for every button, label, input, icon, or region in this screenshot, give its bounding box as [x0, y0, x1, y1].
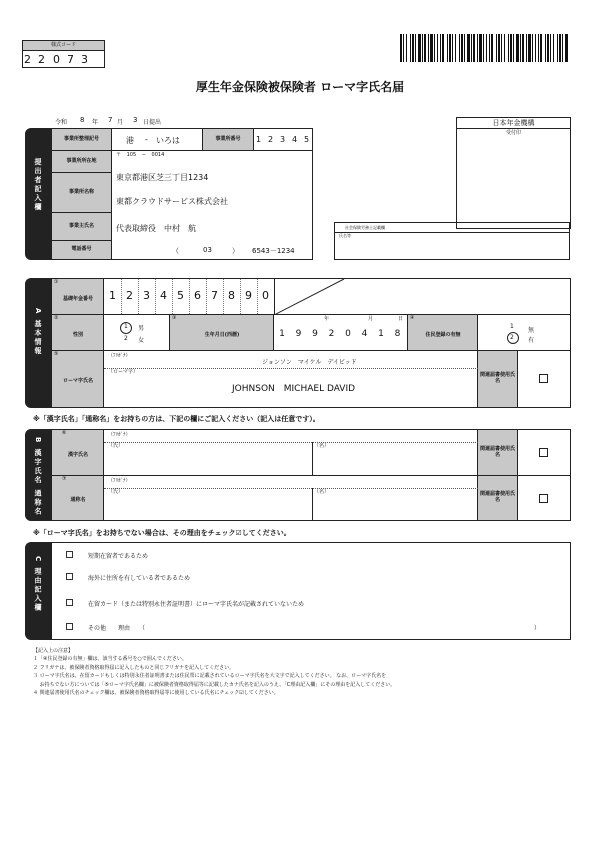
roman-usage-checkbox[interactable] — [539, 374, 548, 383]
note-line: １「④住民登録の有無」欄は、該当する番号を○で囲んでください。 — [33, 656, 187, 663]
reason-no-roman-card[interactable] — [52, 597, 570, 609]
reason-checkbox[interactable] — [66, 551, 73, 558]
form-code-digit: 0 — [53, 53, 60, 66]
gender-female: 女 — [138, 337, 145, 344]
agency-name: 日本年金機構 — [457, 118, 570, 129]
office-number-digit: 1 — [256, 135, 262, 144]
kanji-given-tag: （名） — [314, 443, 330, 449]
kanji-label-cell — [52, 430, 104, 476]
birth-label: 生年月日(西暦) — [204, 332, 240, 339]
birth-date-field[interactable] — [274, 315, 408, 351]
section-a-label: A 基本情報 — [34, 308, 42, 356]
barcode-bar — [553, 34, 554, 62]
roman-name-value: JOHNSON MICHAEL DAVID — [232, 384, 356, 394]
barcode-bar — [508, 34, 509, 62]
receipt-stamp-label: 受付印 — [505, 130, 521, 136]
barcode-bar — [528, 34, 531, 62]
notes-heading: 【記入上の注意】 — [33, 648, 74, 654]
reason-checkbox[interactable] — [66, 599, 73, 606]
barcode-bar — [400, 34, 402, 62]
submitter-section-label: 提出者記入欄 — [34, 158, 42, 212]
kanji-name-field[interactable] — [104, 430, 478, 476]
gender-number: ② — [54, 315, 59, 321]
gender-male-no: 1 — [124, 323, 128, 330]
office-code-label: 事業所整理記号 — [52, 129, 112, 151]
birth-digit: 0 — [345, 329, 351, 339]
date-era: 令和 — [55, 119, 68, 126]
barcode-bar — [540, 34, 542, 62]
alias-given-tag: （名） — [314, 489, 330, 495]
barcode-bar — [496, 34, 497, 62]
reason-checkbox[interactable] — [66, 623, 73, 630]
section-c-tab — [25, 542, 51, 640]
birth-number: ③ — [172, 315, 177, 321]
gender-label: 性別 — [72, 332, 83, 339]
barcode-bar — [452, 34, 453, 62]
barcode-bar — [418, 34, 421, 62]
barcode-bar — [447, 34, 448, 62]
date-year[interactable]: 8 — [80, 116, 85, 124]
barcode-bar — [550, 34, 551, 62]
submission-date — [55, 116, 255, 126]
phone-area: 03 — [203, 246, 212, 254]
section-a-tab — [25, 278, 51, 408]
form-code-label: 様式コード — [22, 40, 105, 51]
birth-digit: 2 — [328, 329, 335, 339]
roman-furigana: ジョンソン マイケル デイビッド — [262, 359, 357, 366]
kanji-surname-tag: （氏） — [108, 443, 124, 449]
gender-label-cell — [52, 315, 104, 351]
barcode-bar — [498, 34, 500, 62]
residence-none: 無 — [528, 327, 535, 334]
reason-label: 短期在留者であるため — [88, 553, 149, 560]
pension-no-number: ① — [54, 279, 59, 285]
note-line: ４ 関連届書使用氏名のチェック欄は、被保険者資格取得届等に使用している氏名にチェック☑してください。 — [33, 690, 279, 697]
notes — [33, 647, 578, 697]
barcode-bar — [547, 34, 549, 62]
date-day-unit: 日提出 — [143, 119, 162, 126]
barcode-bar — [510, 34, 512, 62]
pension-no-label: 基礎年金番号 — [62, 296, 93, 303]
reason-short-stay[interactable] — [52, 549, 570, 561]
sharoushi-box — [334, 222, 570, 260]
form-code-digit: 2 — [24, 53, 31, 66]
pension-digit: 0 — [262, 289, 269, 302]
section-a — [51, 278, 571, 408]
form-code-digits — [22, 50, 105, 68]
reason-label: 海外に住所を有している者であるため — [88, 575, 191, 582]
pension-digit: 5 — [177, 289, 184, 302]
birth-digit: 1 — [279, 329, 285, 339]
barcode-bar — [479, 34, 482, 62]
date-year-unit: 年 — [92, 119, 99, 126]
barcode-bar — [437, 34, 438, 62]
birth-digit: 1 — [378, 329, 384, 339]
phone-main: 6543－1234 — [252, 247, 295, 255]
barcode-bar — [467, 34, 470, 62]
barcode-bar — [459, 34, 460, 62]
phone-number[interactable] — [112, 241, 312, 259]
gender-field[interactable] — [104, 315, 170, 351]
alias-name-field[interactable] — [104, 476, 478, 520]
note-line: お持ちでない方については「⑤ローマ字氏名欄」に被保険者資格取得届等に記載したカナ氏名を記入のうえ、「C理由記入欄」にその理由を記入してください。 — [33, 681, 396, 688]
alias-number: ⑦ — [62, 476, 67, 482]
barcode-bar — [501, 34, 502, 62]
barcode-bar — [410, 34, 411, 62]
owner-name[interactable]: 代表取締役 中村 航 — [116, 224, 196, 233]
phone-label: 電話番号 — [52, 241, 112, 259]
kanji-usage-checkbox[interactable] — [539, 448, 548, 457]
pension-digit: 4 — [160, 289, 167, 302]
alias-usage-label: 関連届書使用氏名 — [478, 476, 518, 520]
furigana-tag: （ﾌﾘｶﾞﾅ） — [108, 353, 131, 359]
barcode-bar — [477, 34, 478, 62]
section-b-label: B 漢字氏名 通称名 — [34, 437, 42, 517]
sharoushi-name-label: 氏名等 — [339, 233, 351, 238]
barcode-bar — [483, 34, 484, 62]
barcode-bar — [538, 34, 539, 62]
barcode-bar — [430, 34, 433, 62]
roman-name-label: ローマ字氏名 — [62, 378, 93, 385]
postal-code-2: 0014 — [151, 152, 165, 158]
residence-none-no: 1 — [510, 323, 514, 330]
gender-male: 男 — [138, 325, 145, 332]
phone-paren-close: ） — [232, 247, 239, 255]
roman-usage-label: 関連届書使用氏名 — [478, 351, 518, 407]
birth-year-unit: 年 — [324, 316, 330, 322]
alias-usage-checkbox[interactable] — [539, 494, 548, 503]
office-number-digit: 3 — [280, 135, 286, 144]
barcode-bar — [424, 34, 426, 62]
pension-digit: 2 — [126, 289, 133, 302]
company-address[interactable]: 東京都港区芝三丁目1234 — [116, 173, 209, 182]
roman-name-field[interactable] — [104, 351, 478, 407]
kanji-usage-cell — [518, 430, 570, 476]
alias-label-cell — [52, 476, 104, 520]
birth-month-unit: 月 — [368, 316, 374, 322]
owner-name-label: 事業主氏名 — [52, 213, 112, 241]
barcode-bar — [415, 34, 416, 62]
barcode-bar — [532, 34, 533, 62]
form-code-digit: 7 — [67, 53, 74, 66]
pension-no-label-cell — [52, 279, 104, 315]
birth-digit: 4 — [361, 329, 368, 339]
barcode-bar — [449, 34, 451, 62]
barcode-bar — [565, 34, 568, 62]
notice-kanji: ※「漢字氏名」「通称名」をお持ちの方は、下記の欄にご記入ください（記入は任意です）。 — [33, 415, 320, 423]
office-code-dash: - — [145, 135, 148, 144]
birth-digit: 8 — [394, 329, 401, 339]
submitter-section — [51, 128, 313, 260]
postal-prefix: 〒 — [116, 152, 122, 158]
agency-box — [456, 117, 571, 229]
barcode-bar — [557, 34, 558, 62]
office-code-field[interactable] — [112, 129, 202, 151]
birth-label-cell — [170, 315, 274, 351]
office-number-digit: 5 — [304, 135, 310, 144]
kanji-number: ⑥ — [62, 430, 67, 436]
sharoushi-label: 社会保険労務士記載欄 — [345, 225, 385, 230]
residence-yes: 有 — [528, 337, 535, 344]
barcode-bar — [562, 34, 563, 62]
kanji-usage-label: 関連届書使用氏名 — [478, 430, 518, 476]
office-number-label: 事業所番号 — [202, 129, 254, 151]
residence-label-cell — [408, 315, 478, 351]
office-number-field[interactable] — [254, 129, 312, 151]
section-c-label: C 理由記入欄 — [34, 556, 42, 613]
barcode-bar — [526, 34, 527, 62]
company-name[interactable]: 東都クラウドサービス株式会社 — [116, 197, 228, 206]
barcode-bar — [455, 34, 456, 62]
barcode-bar — [406, 34, 407, 62]
barcode-bar — [513, 34, 514, 62]
form-code-digit: 2 — [38, 53, 45, 66]
postal-code[interactable] — [116, 153, 164, 159]
barcode-bar — [403, 34, 404, 62]
office-code-2: いろは — [156, 136, 180, 145]
barcode-bar — [535, 34, 536, 62]
pension-digit: 8 — [228, 289, 235, 302]
barcode-bar — [504, 34, 505, 62]
section-b — [51, 429, 571, 521]
submitter-section-tab — [25, 128, 51, 260]
notice-reason: ※「ローマ字氏名」をお持ちでない場合は、その理由をチェック☑してください。 — [33, 529, 291, 537]
birth-day-unit: 日 — [398, 316, 404, 322]
section-c — [51, 542, 571, 640]
barcode-bar — [489, 34, 490, 62]
phone-paren-open: （ — [172, 247, 179, 255]
reason-checkbox[interactable] — [66, 573, 73, 580]
reason-label: 在留カード（または特別永住者証明書）にローマ字氏名が記載されていないため — [88, 601, 305, 608]
address-label: 事業所所在地 — [52, 151, 112, 173]
barcode-bar — [520, 34, 521, 62]
barcode — [398, 34, 570, 62]
pension-digit: 1 — [109, 289, 116, 302]
barcode-bar — [442, 34, 444, 62]
date-day[interactable]: 3 — [133, 116, 138, 124]
postal-code-1: 105 — [126, 152, 137, 158]
alias-furigana-tag: （ﾌﾘｶﾞﾅ） — [108, 478, 131, 484]
kanji-furigana-tag: （ﾌﾘｶﾞﾅ） — [108, 432, 131, 438]
form-code-digit: 3 — [81, 53, 88, 66]
barcode-bar — [491, 34, 493, 62]
barcode-bar — [434, 34, 435, 62]
residence-yes-no: 2 — [510, 334, 514, 341]
reason-close-paren: ） — [534, 625, 541, 632]
barcode-bar — [486, 34, 487, 62]
birth-digit: 9 — [312, 329, 318, 339]
kanji-name-label: 漢字氏名 — [67, 452, 88, 459]
barcode-bar — [440, 34, 441, 62]
postal-dash: − — [141, 152, 146, 158]
note-line: ２ フリガナは、被保険者資格取得届に記入したものと同じフリガナを記入してください。 — [33, 664, 235, 671]
office-number-digit: 4 — [292, 135, 298, 144]
reason-overseas[interactable] — [52, 571, 570, 583]
pension-digit: 3 — [143, 289, 150, 302]
barcode-bar — [545, 34, 546, 62]
office-number-digit: 2 — [268, 135, 274, 144]
barcode-bar — [473, 34, 475, 62]
pension-diagonal — [274, 279, 570, 315]
residence-label: 住民登録の有無 — [425, 332, 461, 339]
reason-label: その他 理由 （ — [88, 625, 146, 632]
barcode-bar — [464, 34, 465, 62]
date-month-unit: 月 — [117, 119, 124, 126]
barcode-bar — [412, 34, 414, 62]
alias-surname-tag: （氏） — [108, 489, 124, 495]
office-code-1: 港 — [126, 136, 134, 145]
alias-name-label: 通称名 — [70, 497, 86, 504]
company-name-label: 事業所名称 — [52, 173, 112, 213]
barcode-bar — [516, 34, 519, 62]
roman-usage-cell — [518, 351, 570, 407]
section-b-tab — [25, 429, 51, 521]
date-month[interactable]: 7 — [108, 116, 113, 124]
roman-number: ⑤ — [54, 351, 59, 357]
gender-female-no: 2 — [124, 335, 128, 342]
barcode-bar — [422, 34, 423, 62]
pension-digit: 7 — [211, 289, 218, 302]
roman-label-cell — [52, 351, 104, 407]
residence-number: ④ — [410, 315, 415, 321]
residence-field[interactable] — [478, 315, 570, 351]
barcode-bar — [471, 34, 472, 62]
pension-digit: 9 — [245, 289, 252, 302]
pension-digit: 6 — [194, 289, 201, 302]
form-code-box — [22, 40, 105, 68]
pension-number-field[interactable] — [104, 279, 274, 315]
reason-other[interactable] — [52, 621, 570, 633]
note-line: ３ ローマ字氏名は、在留カードもしくは特別永住者証明書または住民票に記載されているローマ字氏名を大文字で記入してください。 なお、ローマ字氏名を — [33, 673, 387, 680]
barcode-bar — [461, 34, 463, 62]
alias-usage-cell — [518, 476, 570, 520]
birth-digit: 9 — [295, 329, 302, 339]
barcode-bar — [522, 34, 524, 62]
barcode-bar — [559, 34, 561, 62]
barcode-bar — [428, 34, 429, 62]
form-title: 厚生年金保険被保険者 ローマ字氏名届 — [195, 80, 405, 94]
roman-tag: （ローマ字） — [108, 369, 139, 375]
